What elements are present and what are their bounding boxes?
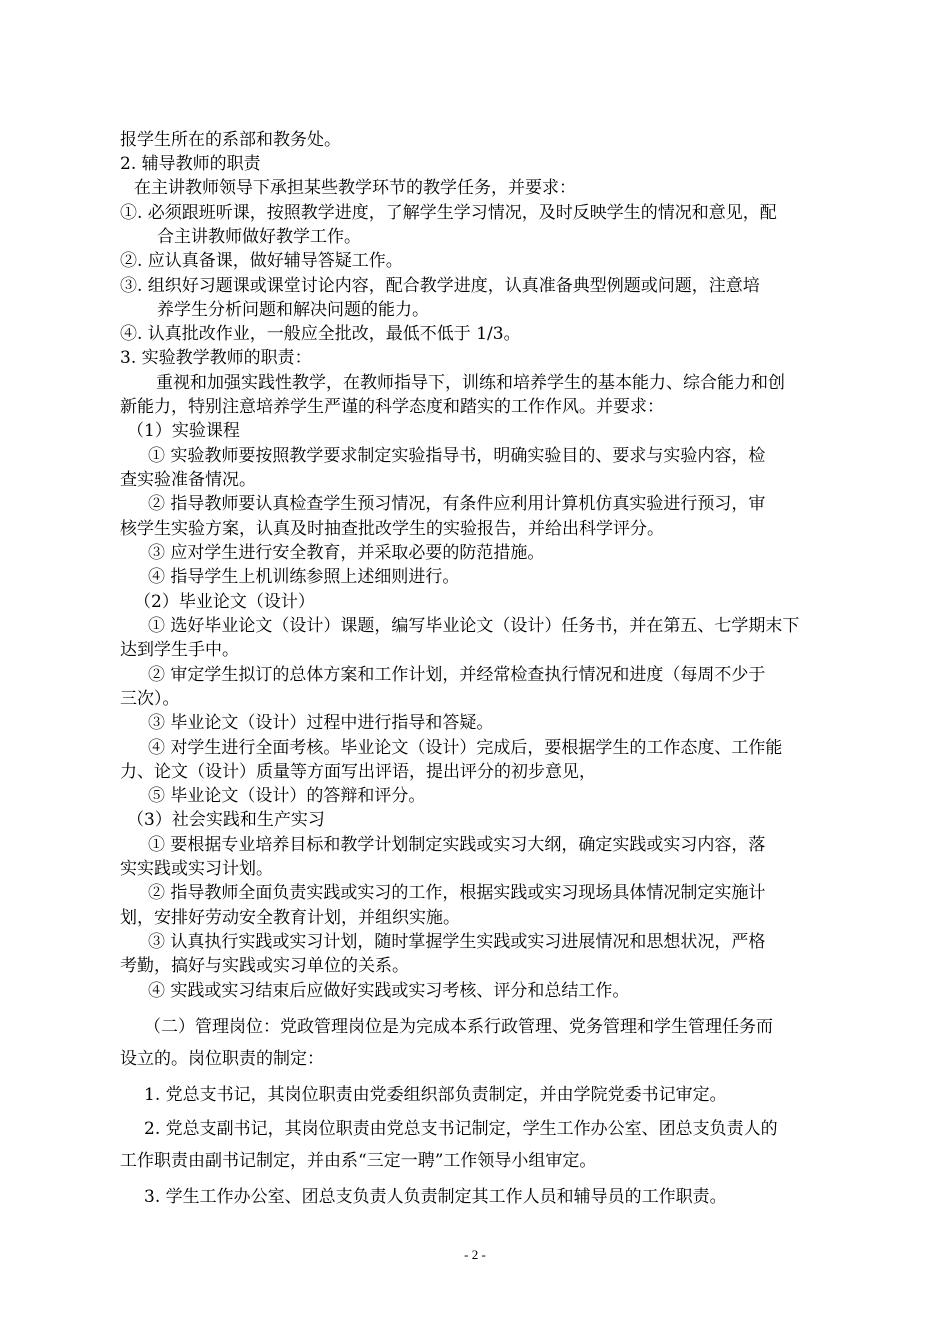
- list-item: ②. 应认真备课，做好辅导答疑工作。: [120, 251, 403, 271]
- text-line: 报学生所在的系部和教务处。: [120, 130, 341, 150]
- subsection-heading: （3）社会实践和生产实习: [127, 810, 325, 830]
- section-heading: 3. 实验教学教师的职责：: [120, 348, 312, 368]
- list-item: ② 指导教师要认真检查学生预习情况，有条件应利用计算机仿真实验进行预习，审: [148, 494, 766, 514]
- subsection-heading: （1）实验课程: [127, 421, 240, 441]
- list-item-continuation: 工作职责由副书记制定，并由系“三定一聘”工作领导小组审定。: [120, 1151, 597, 1171]
- list-item: ④ 指导学生上机训练参照上述细则进行。: [148, 567, 460, 587]
- list-item: ③ 应对学生进行安全教育，并采取必要的防范措施。: [148, 543, 545, 563]
- list-item: ①. 必须跟班听课，按照教学进度，了解学生学习情况，及时反映学生的情况和意见，配: [120, 203, 777, 223]
- list-item: 1. 党总支书记，其岗位职责由党委组织部负责制定，并由学院党委书记审定。: [144, 1085, 727, 1105]
- section-heading: （二）管理岗位：党政管理岗位是为完成本系行政管理、党务管理和学生管理任务而: [144, 1017, 773, 1037]
- text-line: 设立的。岗位职责的制定：: [120, 1049, 324, 1069]
- list-item: ③ 毕业论文（设计）过程中进行指导和答疑。: [148, 713, 494, 733]
- list-item: ② 审定学生拟订的总体方案和工作计划，并经常检查执行情况和进度（每周不少于: [148, 665, 766, 685]
- list-item: ① 实验教师要按照教学要求制定实验指导书，明确实验目的、要求与实验内容，检: [148, 446, 766, 466]
- subsection-heading: （2）毕业论文（设计）: [134, 592, 315, 612]
- list-item-continuation: 力、论文（设计）质量等方面写出评语，提出评分的初步意见，: [120, 762, 596, 782]
- list-item: ④. 认真批改作业，一般应全批改，最低不低于 1/3。: [120, 324, 521, 344]
- list-item: ③. 组织好习题课或课堂讨论内容，配合教学进度，认真准备典型例题或问题，注意培: [120, 276, 760, 296]
- list-item-continuation: 养学生分析问题和解决问题的能力。: [157, 300, 429, 320]
- list-item: 3. 学生工作办公室、团总支负责人负责制定其工作人员和辅导员的工作职责。: [144, 1187, 727, 1207]
- list-item: 2. 党总支副书记，其岗位职责由党总支书记制定，学生工作办公室、团总支负责人的: [144, 1119, 778, 1139]
- list-item: ④ 实践或实习结束后应做好实践或实习考核、评分和总结工作。: [148, 981, 630, 1001]
- list-item: ③ 认真执行实践或实习计划，随时掌握学生实践或实习进展情况和思想状况，严格: [148, 932, 766, 952]
- list-item: ① 选好毕业论文（设计）课题，编写毕业论文（设计）任务书，并在第五、七学期末下: [148, 616, 800, 636]
- list-item-continuation: 实实践或实习计划。: [120, 859, 273, 879]
- list-item: ⑤ 毕业论文（设计）的答辩和评分。: [148, 786, 426, 806]
- list-item-continuation: 核学生实验方案，认真及时抽查批改学生的实验报告，并给出科学评分。: [120, 519, 664, 539]
- list-item-continuation: 达到学生手中。: [120, 640, 239, 660]
- text-line: 重视和加强实践性教学，在教师指导下，训练和培养学生的基本能力、综合能力和创: [156, 373, 785, 393]
- list-item-continuation: 考勤，搞好与实践或实习单位的关系。: [120, 956, 409, 976]
- text-line: 在主讲教师领导下承担某些教学环节的教学任务，并要求：: [134, 178, 576, 198]
- list-item: ① 要根据专业培养目标和教学计划制定实践或实习大纲，确定实践或实习内容，落: [148, 835, 766, 855]
- list-item-continuation: 划，安排好劳动安全教育计划，并组织实施。: [120, 908, 460, 928]
- list-item: ② 指导教师全面负责实践或实习的工作，根据实践或实习现场具体情况制定实施计: [148, 883, 766, 903]
- list-item-continuation: 查实验准备情况。: [120, 470, 256, 490]
- section-heading: 2. 辅导教师的职责: [120, 154, 261, 174]
- page-number: - 2 -: [464, 1247, 486, 1262]
- text-line: 新能力，特别注意培养学生严谨的科学态度和踏实的工作作风。并要求：: [120, 397, 664, 417]
- list-item-continuation: 三次）。: [120, 689, 180, 709]
- list-item: ④ 对学生进行全面考核。毕业论文（设计）完成后，要根据学生的工作态度、工作能: [148, 738, 783, 758]
- list-item-continuation: 合主讲教师做好教学工作。: [157, 227, 361, 247]
